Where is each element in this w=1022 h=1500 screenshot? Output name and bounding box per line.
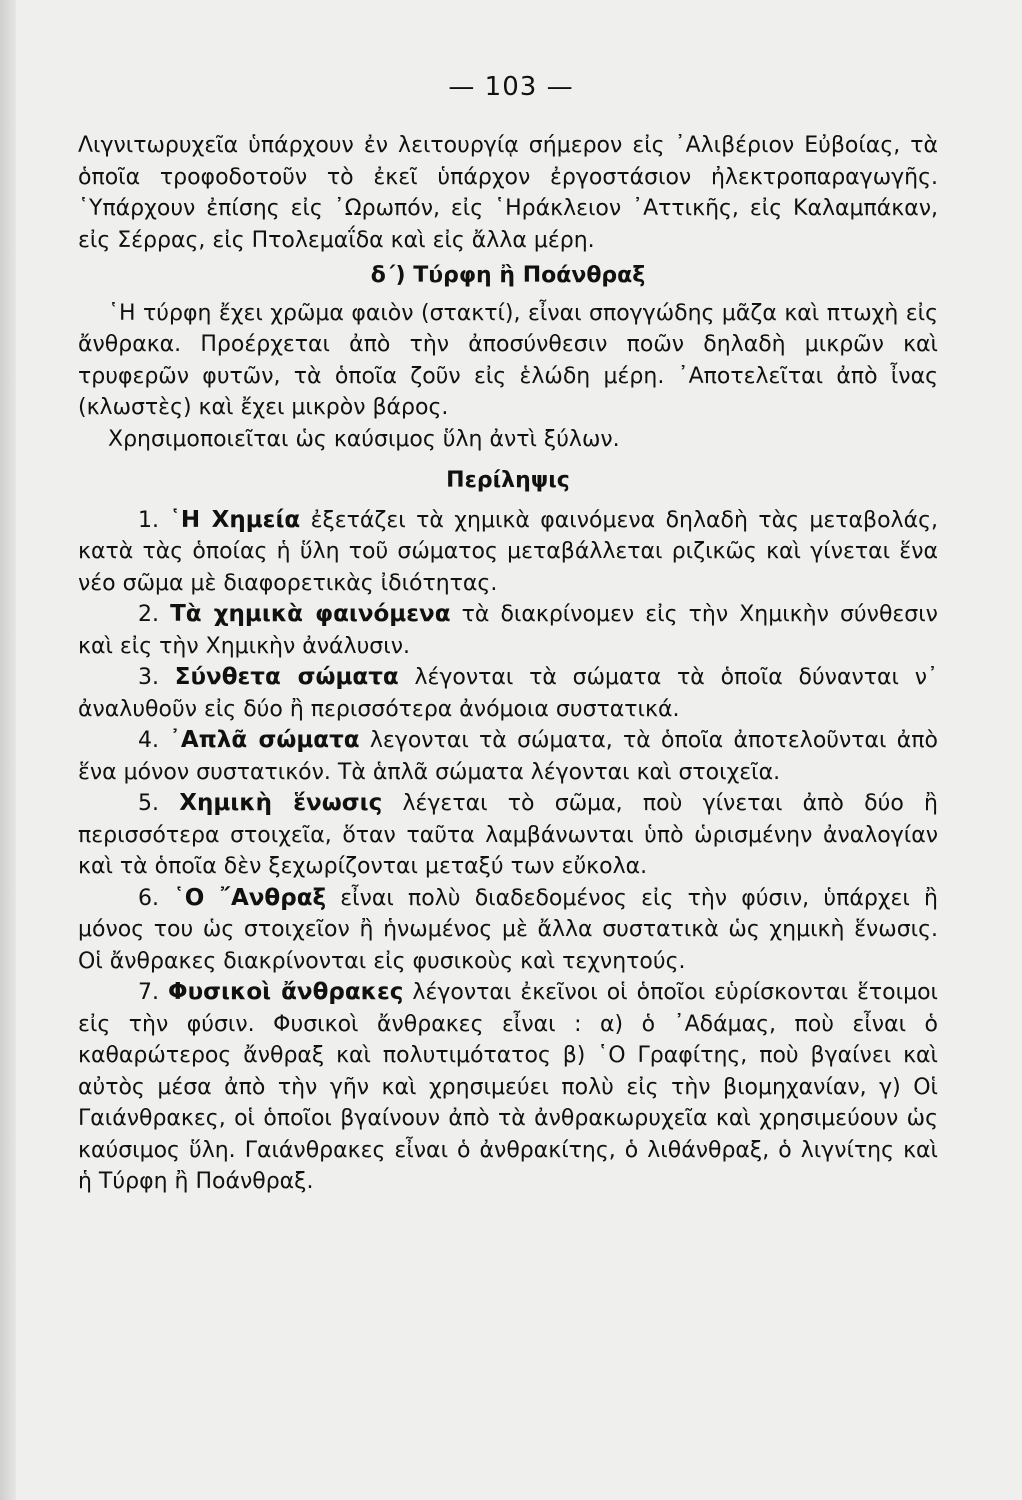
- section-heading: δ΄) Τύρφη ἢ Ποάνθραξ: [370, 263, 646, 288]
- item-term: ῾Η Χημεία: [169, 506, 301, 533]
- item-term: ῾Ο ῎Ανθραξ: [173, 884, 327, 911]
- summary-heading: Περίληψις: [446, 468, 570, 493]
- item-text: τὰ διακρίνομεν εἰς τὴν Χημικὴν σύνθεσιν καὶ εἰς τὴν Χημικὴν ἀνάλυσιν.: [78, 602, 938, 659]
- item-text: ἐξετάζει τὰ χημικὰ φαινόμενα δηλαδὴ τὰς μεταβολάς, κατὰ τὰς ὁποίας ἡ ὕλη τοῦ σώματος μεταβάλλεται ριζικῶς καὶ γίνεται ἕνα νέο σῶμα μὲ διαφορετικὰς ἰδιότητας.: [78, 507, 938, 596]
- section-paragraph-2: Χρησιμοποιεῖται ὡς καύσιμος ὕλη ἀντὶ ξύλων.: [108, 426, 620, 452]
- item-term: ᾿Απλᾶ σώματα: [169, 727, 360, 753]
- summary-item: [78, 662, 938, 725]
- item-number: 5.: [138, 791, 159, 816]
- item-term: Σύνθετα σώματα: [174, 664, 399, 690]
- summary-item: [78, 977, 938, 1198]
- page-binding-edge: [0, 0, 16, 1500]
- item-number: 7.: [138, 980, 159, 1005]
- summary-item: [78, 788, 938, 883]
- page-content: [78, 130, 938, 1198]
- item-text: λέγεται τὸ σῶμα, ποὺ γίνεται ἀπὸ δύο ἢ περισσότερα στοιχεῖα, ὅταν ταῦτα λαμβάνωνται ὑπὸ ὡρισμένην ἀναλογίαν καὶ τὰ ὁποῖα δὲν ξεχωρίζονται μεταξύ των εὔκολα.: [78, 791, 939, 879]
- page-number: — 103 —: [448, 72, 574, 102]
- summary-list: [78, 505, 938, 1198]
- item-number: 3.: [138, 665, 159, 690]
- item-term: Τὰ χημικὰ φαινόμενα: [170, 601, 451, 627]
- item-number: 1.: [138, 507, 159, 533]
- item-term: Φυσικοὶ ἄνθρακες: [168, 979, 404, 1005]
- item-text: λεγονται τὰ σώματα, τὰ ὁποῖα ἀποτελοῦνται ἀπὸ ἕνα μόνον συστατικόν. Τὰ ἁπλᾶ σώματα λέγονται καὶ στοιχεῖα.: [78, 728, 939, 785]
- item-term: Χημικὴ ἕνωσις: [179, 790, 383, 816]
- intro-paragraph: Λιγνιτωρυχεῖα ὑπάρχουν ἐν λειτουργίᾳ σήμερον εἰς ᾿Αλιβέριον Εὐβοίας, τὰ ὁποῖα τροφοδοτοῦν τὸ ἐκεῖ ὑπάρχον ἐργοστάσιον ἠλεκτροπαραγωγῆς. ῾Υπάρχουν ἐπίσης εἰς ᾿Ωρωπόν, εἰς ῾Ηράκλειον ᾿Αττικῆς, εἰς Καλαμπάκαν, εἰς Σέρρας, εἰς Πτολεμαΐδα καὶ εἰς ἄλλα μέρη.: [78, 133, 938, 253]
- summary-item: [78, 505, 938, 600]
- summary-item: [78, 725, 938, 788]
- item-text: λέγονται ἐκεῖνοι οἱ ὁποῖοι εὑρίσκονται ἕτοιμοι εἰς τὴν φύσιν. Φυσικοὶ ἄνθρακες εἶναι : α) ὁ ᾿Αδάμας, ποὺ εἶναι ὁ καθαρώτερος ἄνθραξ καὶ πολυτιμότατος β) ῾Ο Γραφίτης, ποὺ βγαίνει καὶ αὐτὸς μέσα ἀπὸ τὴν γῆν καὶ χρησιμεύει πολὺ εἰς τὴν βιομηχανίαν, γ) Οἱ Γαιάνθρακες, οἱ ὁποῖοι βγαίνουν ἀπὸ τὰ ἀνθρακωρυχεῖα καὶ χρησιμεύουν ὡς καύσιμος ὕλη. Γαιάνθρακες εἶναι ὁ ἀνθρακίτης, ὁ λιθάνθραξ, ὁ λιγνίτης καὶ ἡ Τύρφη ἢ Ποάνθραξ.: [78, 980, 938, 1194]
- item-text: εἶναι πολὺ διαδεδομένος εἰς τὴν φύσιν, ὑπάρχει ἢ μόνος του ὡς στοιχεῖον ἢ ἡνωμένος μὲ ἄλλα συστατικὰ ὡς χημικὴ ἕνωσις. Οἱ ἄνθρακες διακρίνονται εἰς φυσικοὺς καὶ τεχνητούς.: [78, 885, 938, 974]
- summary-item: [78, 883, 938, 978]
- section-paragraph-1: ῾Η τύρφη ἔχει χρῶμα φαιὸν (στακτί), εἶναι σπογγώδης μᾶζα καὶ πτωχὴ εἰς ἄνθρακα. Προέρχεται ἀπὸ τὴν ἀποσύνθεσιν ποῶν δηλαδὴ μικρῶν καὶ τρυφερῶν φυτῶν, τὰ ὁποῖα ζοῦν εἰς ἑλώδη μέρη. ᾿Αποτελεῖται ἀπὸ ἶνας (κλωστὲς) καὶ ἔχει μικρὸν βάρος.: [78, 300, 938, 420]
- item-number: 6.: [138, 885, 159, 911]
- item-text: λέγονται τὰ σώματα τὰ ὁποῖα δύνανται ν᾿ ἀναλυθοῦν εἰς δύο ἢ περισσότερα ἀνόμοια συστατικά.: [78, 665, 939, 722]
- item-number: 4.: [138, 728, 159, 753]
- summary-item: [78, 599, 938, 662]
- item-number: 2.: [138, 602, 159, 627]
